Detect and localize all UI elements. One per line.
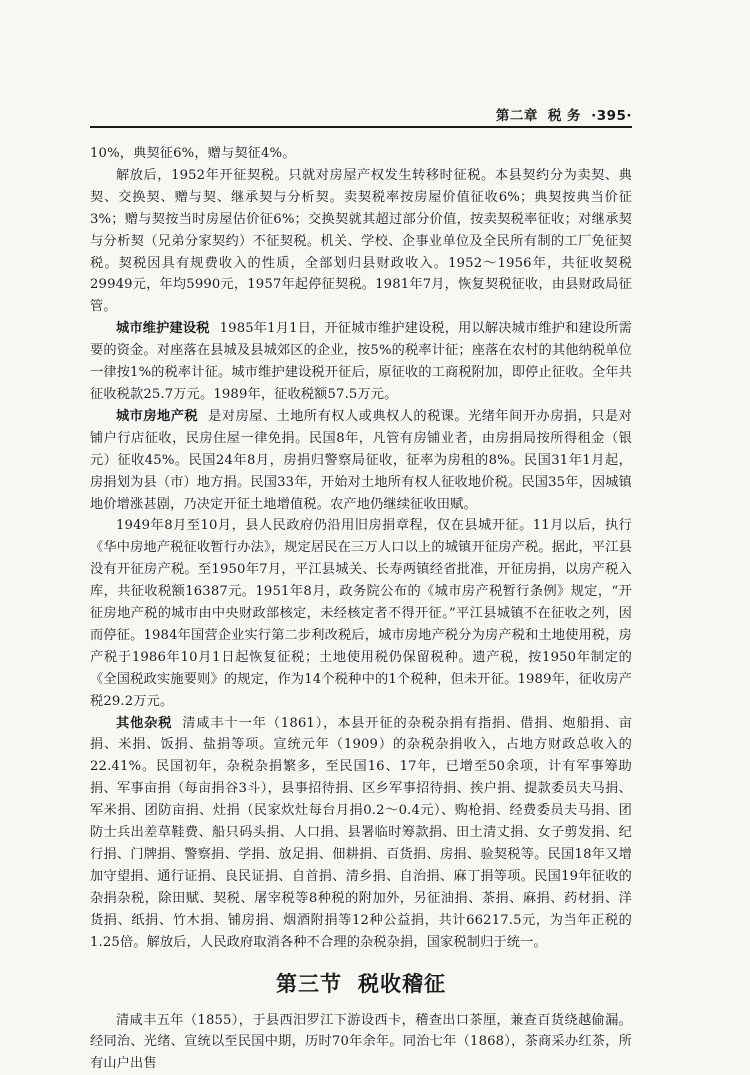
paragraph-5: 1949年8月至10月，县人民政府仍沿用旧房捐章程，仅在县城开征。11月以后，执行《华中房地产税征收暂行办法》，规定居民在三万人口以上的城镇开征房产税。据此，平江县没有开征房产税。至1950年7月，平江县城关、长寿两镇经省批准，开征房捐，以房产税入库，共征收税额16387元。1951年8月，政务院公布的《城市房产税暂行条例》规定，“开征房地产税的城市由中央财政部核定，未经核定者不得开征。”平江县城镇不在征收之列，因而停征。1984年国营企业实行第二步利改税后，城市房地产税分为房产税和土地使用税，房产税于1986年10月1日起恢复征税；土地使用税仍保留税种。遗产税，按1950年制定的《全国税政实施要则》的规定，作为14个税种中的1个税种，但未开征。1989年，征收房产税29.2万元。 [90, 518, 632, 709]
term-heading: 城市房地产税 [116, 408, 199, 424]
term-heading: 城市维护建设税 [116, 321, 210, 337]
paragraph-1: 10%，典契征6%，赠与契征4%。 [90, 146, 296, 161]
term-heading: 其他杂税 [116, 715, 173, 731]
section-number: 第三节 [276, 971, 342, 996]
body-text [90, 143, 632, 1075]
paragraph-7: 清咸丰五年（1855），于县西汨罗江下游设西卡，稽查出口茶厘，兼查百货绕越偷漏。经同治、光绪、宣统以至民国中期，历时70年余年。同治七年（1868），茶商采办红茶，所有山户出售 [90, 1012, 632, 1072]
page-number: ·395· [591, 108, 632, 124]
section-title: 税收稽征 [358, 971, 446, 996]
chapter-label: 第二章 [495, 108, 538, 124]
paragraph-2: 解放后，1952年开征契税。只就对房屋产权发生转移时征税。本县契约分为卖契、典契、交换契、赠与契、继承契与分析契。卖契税率按房屋价值征收6%；典契按典当价征3%；赠与契按当时房屋估价征6%；交换契就其超过部分价值，按卖契税率征收；对继承契与分析契（兄弟分家契约）不征契税。机关、学校、企事业单位及全民所有制的工厂免征契税。契税因具有规费收入的性质，全部划归县财政收入。1952～1956年，共征收契税29949元，年均5990元，1957年起停征契税。1981年7月，恢复契税征收，由县财政局征管。 [90, 167, 632, 315]
chapter-title: 税 务 [547, 108, 582, 124]
section-heading [90, 968, 632, 998]
paragraph-6: 其他杂税 清咸丰十一年（1861），本县开征的杂税杂捐有指捐、借捐、炮船捐、亩捐、米捐、饭捐、盐捐等项。宣统元年（1909）的杂税杂捐收入，占地方财政总收入的22.41%。民国初年，杂税杂捐繁多，至民国16、17年，已增至50余项，计有军事筹助捐、军事亩捐（每亩捐谷3斗），县事招待捐、区乡军事招待捐、挨户捐、提款委员夫马捐、军米捐、团防亩捐、灶捐（民家炊灶每台月捐0.2～0.4元）、购枪捐、经费委员夫马捐、团防士兵出差草鞋费、船只码头捐、人口捐、县署临时筹款捐、田土清丈捐、女子剪发捐、纪行捐、门牌捐、警察捐、学捐、放足捐、佃耕捐、百货捐、房捐、验契税等。民国18年又增加守望捐、通行证捐、良民证捐、自首捐、清乡捐、自治捐、麻丁捐等项。民国19年征收的杂捐杂税，除田赋、契税、屠宰税等8种税的附加外，另征油捐、茶捐、麻捐、药材捐、洋货捐、纸捐、竹木捐、铺房捐、烟酒附捐等12种公益捐，共计66217.5元，为当年正税的1.25倍。解放后，人民政府取消各种不合理的杂税杂捐，国家税制归于统一。 [90, 715, 632, 950]
paragraph-4: 城市房地产税 是对房屋、土地所有权人或典权人的税课。光绪年间开办房捐，只是对铺户行店征收，民房住屋一律免捐。民国8年，凡管有房铺业者，由房捐局按所得租金（银元）征收45%。民国24年8月，房捐归警察局征收，征率为房租的8%。民国31年1月起，房捐划为县（市）地方捐。民国33年，开始对土地所有权人征收地价税。民国35年，因城镇地价增涨甚剧，乃决定开征土地增值税。农产地仍继续征收田赋。 [90, 408, 632, 512]
running-header [90, 104, 632, 128]
paragraph-3: 城市维护建设税 1985年1月1日，开征城市维护建设税，用以解决城市维护和建设所需要的资金。对座落在县城及县城郊区的企业，按5%的税率计征；座落在农村的其他纳税单位一律按1%的税率计征。城市维护建设税开征后，原征收的工商税附加，即停止征收。全年共征收税款25.7万元。1989年，征收税额57.5万元。 [90, 321, 632, 402]
